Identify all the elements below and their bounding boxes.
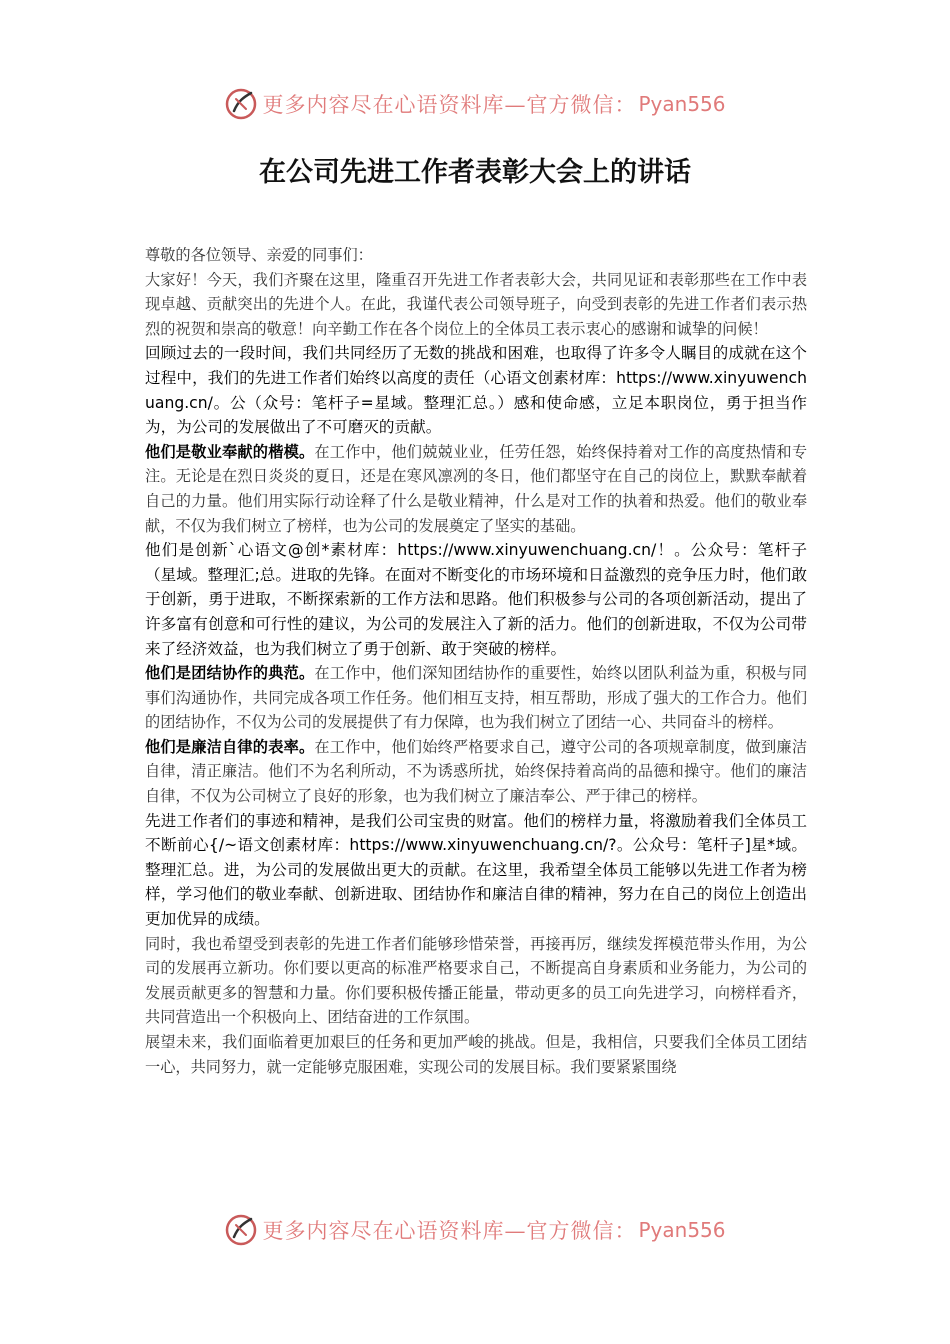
banner-wechat-id: Pyan556	[638, 1218, 726, 1242]
logo-icon	[224, 1213, 258, 1247]
paragraph-dedication: 他们是敬业奉献的楷模。在工作中，他们兢兢业业，任劳任怨，始终保持着对工作的高度热情和专注。无论是在烈日炎炎的夏日，还是在寒风凛冽的冬日，他们都坚守在自己的岗位上，默默奉献着自己的力量。他们用实际行动诠释了什么是敬业精神，什么是对工作的执着和热爱。他们的敬业奉献，不仅为我们树立了榜样，也为公司的发展奠定了坚实的基础。	[145, 442, 808, 535]
paragraph-spirit: 先进工作者们的事迹和精神，是我们公司宝贵的财富。他们的榜样力量，将激励着我们全体员工不断前心{/~语文创素材库：https://www.xinyuwenchuang.cn/?。公众号：笔杆子]星*域。整理汇总。进，为公司的发展做出更大的贡献。在这里，我希望全体员工能够以先进工作者为榜样，学习他们的敬业奉献、创新进取、团结协作和廉洁自律的精神，努力在自己的岗位上创造出更加优异的成绩。	[145, 811, 807, 929]
paragraph-outlook: 展望未来，我们面临着更加艰巨的任务和更加严峻的挑战。但是，我相信，只要我们全体员工团结一心，共同努力，就一定能够克服困难，实现公司的发展目标。我们要紧紧围绕	[145, 1033, 807, 1076]
footer-banner	[0, 1210, 950, 1250]
banner-text: 更多内容尽在心语资料库—官方微信：	[262, 93, 637, 117]
paragraph-integrity: 他们是廉洁自律的表率。在工作中，他们始终严格要求自己，遵守公司的各项规章制度，做到廉洁自律，清正廉洁。他们不为名利所动，不为诱惑所扰，始终保持着高尚的品德和操守。他们的廉洁自律，不仅为公司树立了良好的形象，也为我们树立了廉洁奉公、严于律己的榜样。	[145, 737, 808, 806]
paragraph-lead: 他们是敬业奉献的楷模。	[145, 442, 315, 461]
banner-wechat-id: Pyan556	[638, 92, 726, 116]
paragraph-lead: 他们是团结协作的典范。	[145, 664, 315, 683]
paragraph-greeting: 尊敬的各位领导、亲爱的同事们：	[145, 246, 373, 264]
banner-text: 更多内容尽在心语资料库—官方微信：	[262, 1219, 637, 1243]
paragraph-teamwork: 他们是团结协作的典范。在工作中，他们深知团结协作的重要性，始终以团队利益为重，积极与同事们沟通协作，共同完成各项工作任务。他们相互支持，相互帮助，形成了强大的工作合力。他们的团结协作，不仅为公司的发展提供了有力保障，也为我们树立了团结一心、共同奋斗的榜样。	[145, 664, 808, 732]
header-banner	[0, 84, 950, 124]
paragraph-innovation: 他们是创新`心语文@创*素材库：https://www.xinyuwenchuang.cn/！。公众号：笔杆子（星域。整理汇;总。进取的先锋。在面对不断变化的市场环境和日益激烈的竞争压力时，他们敢于创新，勇于进取，不断探索新的工作方法和思路。他们积极参与公司的各项创新活动，提出了许多富有创意和可行性的建议，为公司的发展注入了新的活力。他们的创新进取，不仅为公司带来了经济效益，也为我们树立了勇于创新、敢于突破的榜样。	[145, 541, 807, 658]
paragraph-review: 回顾过去的一段时间，我们共同经历了无数的挑战和困难，也取得了许多令人瞩目的成就在这个过程中，我们的先进工作者们始终以高度的责任（心语文创素材库：https://www.xinyuwenchuang.cn/。公（众号：笔杆子=星域。整理汇总。）感和使命感，立足本职岗位，勇于担当作为，为公司的发展做出了不可磨灭的贡献。	[145, 344, 807, 437]
paragraph-expectation: 同时，我也希望受到表彰的先进工作者们能够珍惜荣誉，再接再厉，继续发挥模范带头作用，为公司的发展再立新功。你们要以更高的标准严格要求自己，不断提高自身素质和业务能力，为公司的发展贡献更多的智慧和力量。你们要积极传播正能量，带动更多的员工向先进学习，向榜样看齐，共同营造出一个积极向上、团结奋进的工作氛围。	[145, 934, 807, 1027]
document-body	[145, 243, 807, 1079]
paragraph-opening: 大家好！今天，我们齐聚在这里，隆重召开先进工作者表彰大会，共同见证和表彰那些在工作中表现卓越、贡献突出的先进个人。在此，我谨代表公司领导班子，向受到表彰的先进工作者们表示热烈的祝贺和崇高的敬意！向辛勤工作在各个岗位上的全体员工表示衷心的感谢和诚挚的问候！	[145, 270, 807, 338]
paragraph-lead: 他们是廉洁自律的表率。	[145, 737, 315, 756]
logo-icon	[224, 87, 258, 121]
page-title: 在公司先进工作者表彰大会上的讲话	[259, 157, 691, 188]
